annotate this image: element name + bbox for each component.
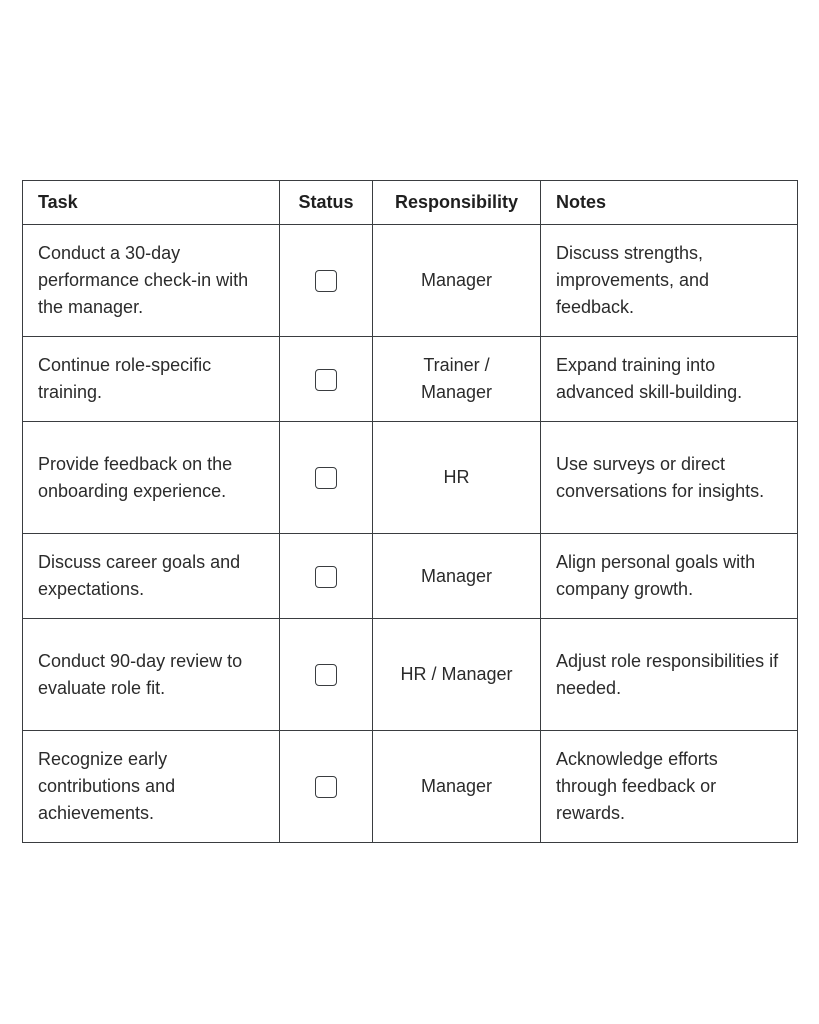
notes-cell: Use surveys or direct conversations for insights.	[541, 422, 798, 534]
responsibility-cell: HR	[373, 422, 541, 534]
task-cell: Continue role-specific training.	[23, 337, 280, 422]
table-row	[23, 422, 798, 534]
notes-cell: Align personal goals with company growth.	[541, 534, 798, 619]
status-cell	[280, 534, 373, 619]
status-checkbox[interactable]	[315, 270, 337, 292]
status-checkbox[interactable]	[315, 664, 337, 686]
table-row	[23, 225, 798, 337]
responsibility-cell	[373, 337, 541, 422]
header-notes: Notes	[541, 181, 798, 225]
table-header-row	[23, 181, 798, 225]
onboarding-checklist-table	[22, 180, 798, 843]
responsibility-cell: HR / Manager	[373, 619, 541, 731]
status-cell	[280, 337, 373, 422]
table-row	[23, 619, 798, 731]
responsibility-cell: Manager	[373, 225, 541, 337]
notes-cell: Adjust role responsibilities if needed.	[541, 619, 798, 731]
task-cell: Conduct 90-day review to evaluate role fit.	[23, 619, 280, 731]
header-task: Task	[23, 181, 280, 225]
task-cell: Discuss career goals and expectations.	[23, 534, 280, 619]
header-responsibility: Responsibility	[373, 181, 541, 225]
status-cell	[280, 225, 373, 337]
status-checkbox[interactable]	[315, 369, 337, 391]
status-cell	[280, 731, 373, 843]
task-cell: Recognize early contributions and achievements.	[23, 731, 280, 843]
status-checkbox[interactable]	[315, 776, 337, 798]
responsibility-cell: Manager	[373, 731, 541, 843]
notes-cell: Expand training into advanced skill-building.	[541, 337, 798, 422]
table-row	[23, 337, 798, 422]
status-cell	[280, 422, 373, 534]
header-status: Status	[280, 181, 373, 225]
task-cell: Conduct a 30-day performance check-in with the manager.	[23, 225, 280, 337]
notes-cell: Discuss strengths, improvements, and feedback.	[541, 225, 798, 337]
status-checkbox[interactable]	[315, 566, 337, 588]
notes-cell: Acknowledge efforts through feedback or rewards.	[541, 731, 798, 843]
status-checkbox[interactable]	[315, 467, 337, 489]
responsibility-text: Trainer / Manager	[420, 355, 493, 402]
table-row	[23, 731, 798, 843]
responsibility-cell: Manager	[373, 534, 541, 619]
task-cell: Provide feedback on the onboarding experience.	[23, 422, 280, 534]
status-cell	[280, 619, 373, 731]
table-row	[23, 534, 798, 619]
